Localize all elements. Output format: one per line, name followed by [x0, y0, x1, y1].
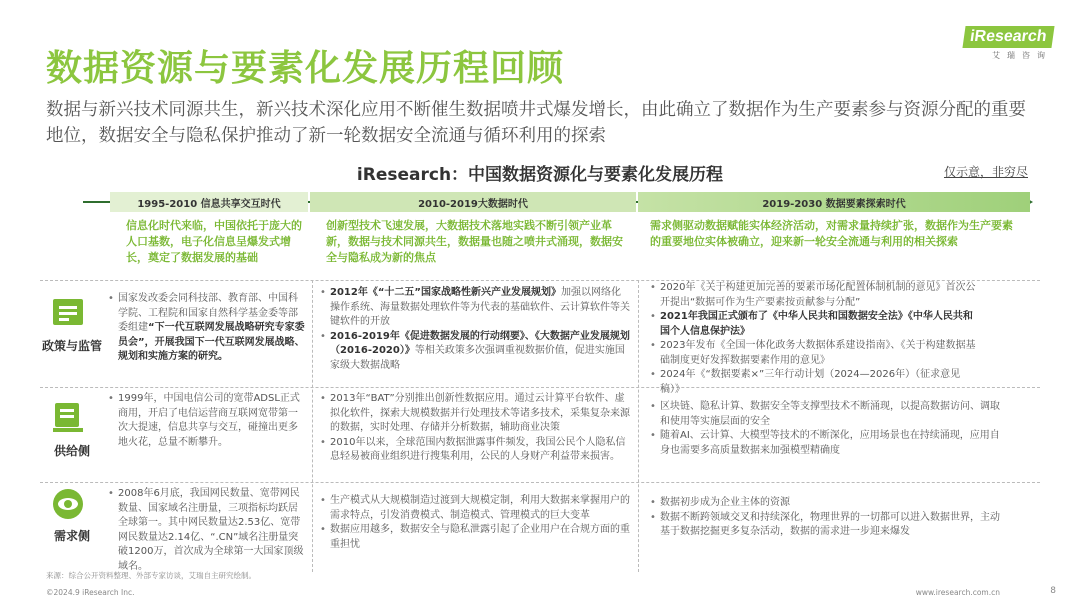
logo-text: iResearch	[962, 26, 1054, 48]
cell-supply-2019	[650, 400, 1000, 458]
period-label-1: 1995-2010 信息共享交互时代	[110, 192, 308, 212]
cell-policy-2019	[650, 281, 980, 397]
cell-supply-1995	[108, 392, 306, 450]
chart-title: iResearch：中国数据资源化与要素化发展历程	[356, 165, 724, 185]
list-item	[650, 511, 1000, 540]
logo-subtext: 艾瑞咨询	[992, 51, 1052, 60]
iresearch-logo	[964, 26, 1053, 61]
item-text: 生产模式从大规模制造过渡到大规模定制，利用大数据来掌握用户的需求特点，引发消费模式、制造模式、管理模式的巨大变革	[330, 495, 630, 521]
list-item	[320, 494, 630, 523]
policy-icon	[50, 296, 86, 330]
source-note: 来源：综合公开资料整理、外部专家访谈，艾瑞自主研究绘制。	[46, 571, 256, 580]
row-divider	[40, 482, 1040, 483]
period-label-3: 2019-2030 数据要素探索时代	[638, 192, 1030, 212]
item-text: 2013年“BAT”分别推出创新性数据应用。通过云计算平台软件、虚拟化软件，探索大规模数据并行处理技术等诸多技术，采集复杂来源的数据，实时处理、存储并分析数据，辅助商业决策	[330, 393, 630, 433]
list-item	[650, 496, 1000, 511]
list-item	[650, 281, 980, 310]
item-text: 2023年发布《全国一体化政务大数据体系建设指南》、《关于构建数据基础制度更好发挥数据要素作用的意见》	[660, 340, 976, 366]
cell-demand-2019	[650, 496, 1000, 540]
item-bold: 2021年我国正式颁布了《中华人民共和国数据安全法》《中华人民共和国个人信息保护法》	[660, 311, 973, 337]
page-number: 8	[1050, 586, 1056, 596]
list-item	[320, 436, 630, 465]
item-text: 2010年以来，全球范围内数据泄露事件频发，我国公民个人隐私信息轻易被商业组织进行搜集利用，公民的人身财产利益带来损害。	[330, 436, 626, 462]
list-item	[650, 400, 1000, 429]
cell-supply-2010	[320, 392, 630, 465]
list-item	[108, 292, 306, 365]
page-title: 数据资源与要素化发展历程回顾	[46, 48, 565, 89]
period-summary-1: 信息化时代来临，中国依托于庞大的人口基数，电子化信息呈爆发式增长，奠定了数据发展的基础	[126, 219, 302, 264]
item-bold: 2016-2019年《促进数据发展的行动纲要》、《大数据产业发展规划（2016-2020）》	[330, 330, 630, 356]
list-item	[320, 286, 630, 330]
list-item	[650, 310, 980, 339]
list-item	[320, 392, 630, 436]
cell-demand-1995	[108, 487, 306, 574]
item-text: 区块链、隐私计算、数据安全等支撑型技术不断涌现，以提高数据访问、调取和使用等实施层面的安全	[660, 401, 1000, 427]
item-text: 等相关政策多次强调重视数据价值，促进实施国家级大数据战略	[330, 345, 625, 371]
list-item	[320, 330, 630, 374]
cell-demand-2010	[320, 494, 630, 552]
item-bold: 2012年《“十二五”国家战略性新兴产业发展规划》	[330, 287, 561, 298]
item-text: 国家发改委会同科技部、教育部、中国科学院、工程院和国家自然科学基金委等部委组建	[118, 293, 298, 333]
cell-policy-1995	[108, 292, 306, 365]
item-text: 数据初步成为企业主体的资源	[660, 497, 790, 508]
list-item	[650, 368, 980, 397]
list-item	[108, 487, 306, 574]
list-item	[650, 429, 1000, 458]
period-summary-3: 需求侧驱动数据赋能实体经济活动，对需求量持续扩张，数据作为生产要素的重要地位实体被确立，迎来新一轮安全流通与利用的相关探索	[650, 219, 1013, 248]
page-subtitle: 数据与新兴技术同源共生，新兴技术深化应用不断催生数据喷井式爆发增长，由此确立了数据作为生产要素参与资源分配的重要地位，数据安全与隐私保护推动了新一轮数据安全流通与循环利用的探索	[46, 100, 1026, 146]
supply-icon	[50, 400, 86, 434]
item-text: 数据不断跨领域交叉和持续深化，物理世界的一切都可以进入数据世界，主动基于数据挖掘更多复杂活动，数据的需求进一步迎来爆发	[660, 511, 1000, 537]
list-item	[650, 339, 980, 368]
row-label-demand: 需求侧	[53, 529, 90, 543]
list-item	[108, 392, 306, 450]
item-text: 随着AI、云计算、大模型等技术的不断深化，应用场景也在持续涌现，应用自身也需要多高质量数据来加强模型精确度	[660, 430, 1000, 456]
row-label-policy: 政策与监管	[41, 339, 102, 353]
column-divider	[638, 280, 639, 572]
item-bold: “下一代互联网发展战略研究专家委员会”，开展我国下一代互联网发展战略、规划和实施方案的研究。	[118, 322, 305, 362]
cell-policy-2010	[320, 286, 630, 373]
website-link[interactable]: www.iresearch.com.cn	[915, 588, 1000, 597]
item-text: 加强以网络化操作系统、海量数据处理软件等为代表的基础软件、云计算软件等关键软件的开放	[330, 287, 630, 327]
item-text: 2024年《“数据要素×”三年行动计划（2024—2026年）（征求意见稿）》	[660, 369, 961, 395]
period-label-2: 2010-2019大数据时代	[310, 192, 636, 212]
column-divider	[312, 280, 313, 572]
demand-icon	[50, 487, 86, 521]
item-text: 1999年，中国电信公司的宽带ADSL正式商用，开启了电信运营商互联网宽带第一次大提速，信息共享与交互，碰撞出更多地火花，总量不断攀升。	[118, 393, 300, 448]
row-label-supply: 供给侧	[53, 444, 90, 458]
item-text: 数据应用越多，数据安全与隐私泄露引起了企业用户在合规方面的重重担忧	[330, 524, 630, 550]
period-summary-2: 创新型技术飞速发展，大数据技术落地实践不断引领产业革新，数据与技术同源共生，数据量也随之喷井式涌现，数据安全与隐私成为新的焦点	[326, 219, 623, 264]
copyright: ©2024.9 iResearch Inc.	[46, 588, 135, 597]
item-text: 2020年《关于构建更加完善的要素市场化配置体制机制的意见》首次公开提出“数据可作为生产要素按贡献参与分配”	[660, 282, 976, 308]
list-item	[320, 523, 630, 552]
item-text: 2008年6月底，我国网民数量、宽带网民数量、国家域名注册量，三项指标均跃居全球第一。其中网民数量达2.53亿、宽带网民数量达2.14亿、“.CN”域名注册量突破1200万，首次成为全球第一大国家顶级域名。	[118, 488, 304, 572]
chart-note: 仅示意，非穷尽	[943, 165, 1028, 179]
